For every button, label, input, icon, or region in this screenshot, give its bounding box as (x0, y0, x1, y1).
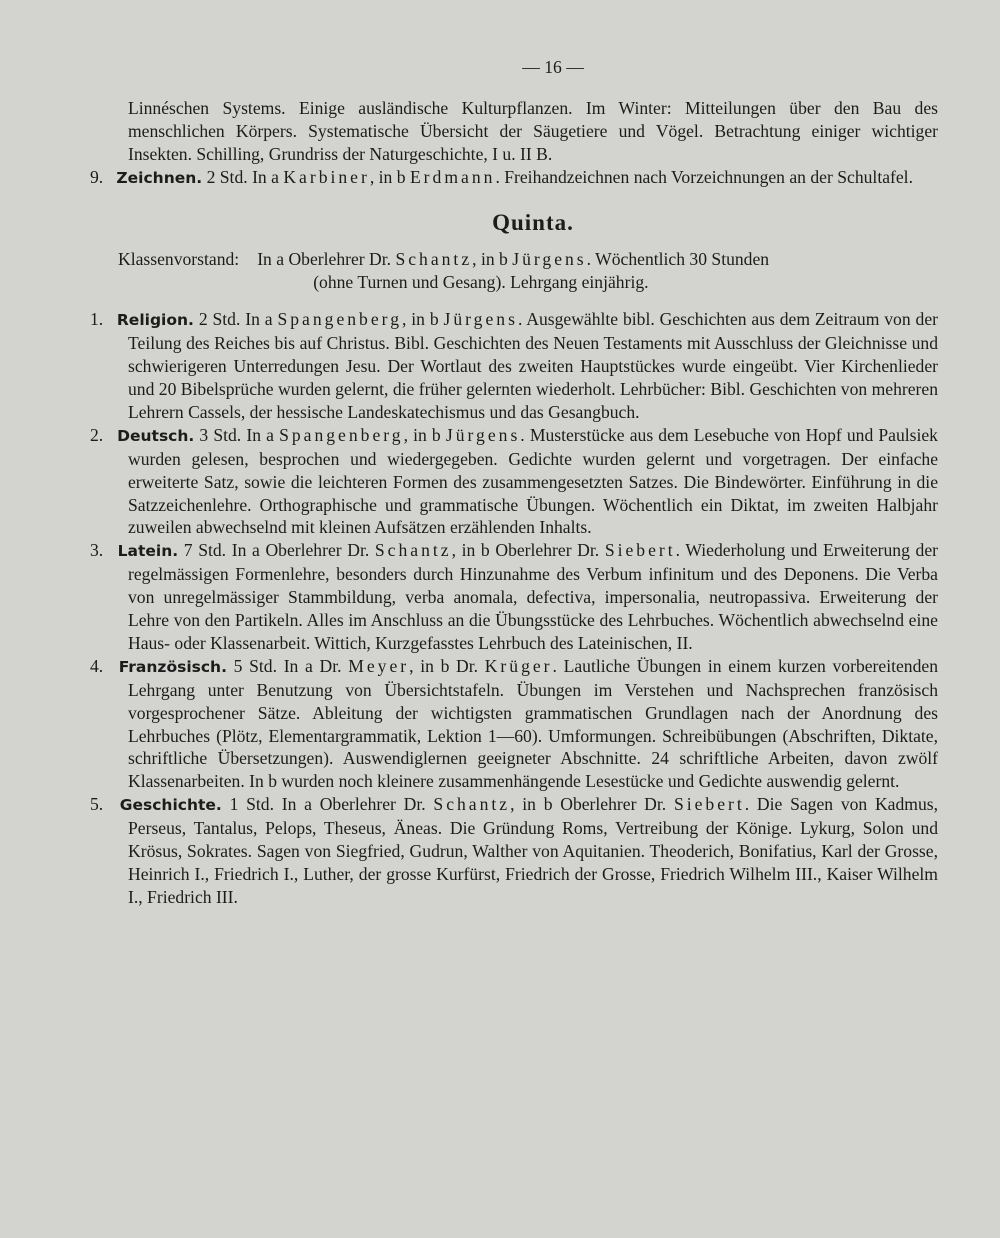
subject-hours: 2 Std. (198, 309, 241, 330)
teacher-prefix: In a Oberlehrer Dr. (231, 540, 375, 561)
class-teacher-prefix: In a Oberlehrer Dr. (257, 249, 396, 270)
teacher-prefix: In a (246, 424, 280, 445)
teacher-mid: , in b (403, 424, 446, 445)
subject-description: . Musterstücke aus dem Lesebuche von Hopf und Paulsiek wurden gelesen, besprochen und wiedergegeben. Gedichte wurden gelernt und vorgetragen. Der einfache erweiterte Satz, sowie die leichteren Formen des zusammengesetzten Satzes. Die Bindewörter. Einführung in die Satzzeichenlehre. Orthographische und grammatische Übungen. Wöchentlich ein Diktat, im zweiten Halbjahr zuweilen abwechselnd mit kleinen Aufsätzen erzählenden Inhalts. (128, 424, 938, 538)
class-teacher-mid: , in b (472, 249, 513, 270)
class-teacher-hours: . Wöchentlich 30 Stunden (586, 249, 770, 270)
teacher-name-b: Jürgens (443, 309, 518, 330)
teacher-prefix: In a (252, 166, 284, 187)
teacher-name-b: Siebert (673, 794, 745, 815)
subject-hours: 2 Std. (206, 166, 248, 187)
subject-heading: Latein. (117, 542, 179, 561)
class-teacher-label: Klassenvorstand: (118, 249, 240, 270)
subject-hours: 1 Std. (229, 794, 274, 815)
teacher-name-a: Meyer (348, 655, 410, 676)
teacher-prefix: In a Oberlehrer Dr. (281, 794, 434, 815)
teacher-name-a: Schantz (374, 540, 452, 561)
subject-heading: Deutsch. (117, 426, 195, 445)
teacher-mid: , in b (402, 309, 444, 330)
teacher-prefix: In a Dr. (283, 655, 349, 676)
subject-entry-latein (90, 539, 938, 655)
subject-entry-religion (90, 308, 938, 424)
class-teacher-text (257, 248, 938, 294)
teacher-name-a: Schantz (433, 794, 511, 815)
teacher-name-b: Jürgens (445, 424, 521, 445)
teacher-mid: , in b Dr. (409, 655, 485, 676)
teacher-mid: , in b (369, 166, 410, 187)
carry-over-paragraph: Linnéschen Systems. Einige ausländische Kulturpflanzen. Im Winter: Mitteilungen über den Bau des menschlichen Körpers. Systematische Übersicht der Säugetiere und Vögel. Betrachtung einiger wichtiger Insekten. Schilling, Grundriss der Naturgeschichte, I u. II B. (128, 97, 938, 164)
teacher-name-b: Siebert (604, 540, 676, 561)
entry-number: 1. (90, 309, 104, 330)
subject-heading: Französisch. (118, 657, 227, 676)
page-number: — 16 — (522, 57, 584, 77)
entry-number: 4. (90, 655, 104, 676)
teacher-prefix: In a (245, 309, 278, 330)
subject-description: . Lautliche Übungen in einem kurzen vorbereitenden Lehrgang unter Benutzung von Übersichtstafeln. Übungen im Verstehen und Nachsprechen französisch vorgesprochener Sätze. Ableitung der wichtigsten grammatischen Grundlagen nach der Anordnung des Lehrbuches (Plötz, Elementargrammatik, Lektion 1—60). Umformungen. Schreibübungen (Abschriften, Diktate, schriftliche Übersetzungen). Auswendiglernen geeigneter Abschnitte. 24 schriftliche Arbeiten, davon zwölf Klassenarbeiten. In b wurden noch kleinere zusammenhängende Lesestücke und Gedichte auswendig gelernt. (128, 655, 939, 792)
teacher-name-b: Krüger (484, 655, 553, 676)
teacher-mid: , in b Oberlehrer Dr. (510, 794, 674, 815)
class-teacher-name-a: Schantz (395, 249, 473, 270)
subject-entry-zeichnen (90, 166, 938, 190)
class-teacher-name-b: Jürgens (512, 249, 587, 270)
class-teacher-note: (ohne Turnen und Gesang). Lehrgang einjährig. (313, 272, 649, 293)
subject-heading: Geschichte. (119, 796, 222, 815)
subject-entry-franzoesisch (90, 655, 938, 793)
section-title: Quinta. (492, 209, 574, 235)
subject-hours: 5 Std. (233, 655, 278, 676)
entry-number: 2. (90, 424, 104, 445)
teacher-name-a: Spangenberg (279, 424, 404, 445)
subject-heading: Religion. (116, 311, 194, 330)
subject-description: . Freihandzeichnen nach Vorzeichnungen an der Schultafel. (495, 166, 913, 187)
entry-number: 9. (90, 166, 104, 187)
subject-heading: Zeichnen. (116, 168, 203, 187)
teacher-name-b: Erdmann (409, 166, 496, 187)
teacher-name-a: Karbiner (283, 166, 370, 187)
subject-entry-geschichte (90, 793, 938, 909)
subject-hours: 7 Std. (183, 540, 227, 561)
entry-number: 3. (90, 540, 104, 561)
teacher-mid: , in b Oberlehrer Dr. (451, 540, 605, 561)
subject-description: . Die Sagen von Kadmus, Perseus, Tantalus, Pelops, Theseus, Äneas. Die Gründung Roms, Vertreibung der Könige. Lykurg, Solon und Krösus, Sokrates. Sagen von Siegfried, Gudrun, Walther von Aquitanien. Theoderich, Bonifatius, Karl der Grosse, Heinrich I., Friedrich I., Luther, der grosse Kurfürst, Friedrich der Grosse, Friedrich Wilhelm III., Kaiser Wilhelm I., Friedrich III. (128, 794, 939, 907)
entry-number: 5. (90, 794, 104, 815)
subject-description: . Ausgewählte bibl. Geschichten aus dem Zeitraum von der Teilung des Reiches bis auf Christus. Bibl. Geschichten des Neuen Testaments mit Ausschluss der Gleichnisse und schwierigeren Unterredungen Jesu. Der Wortlaut des zweiten Hauptstückes wurde eingeübt. Vier Kirchenlieder und 20 Bibelsprüche wurden gelernt, die früher gelernten wiederholt. Lehrbücher: Bibl. Geschichten von mehreren Lehrern Cassels, der hessische Landeskatechismus und das Gesangbuch. (128, 309, 939, 422)
subject-entry-deutsch (90, 424, 938, 540)
subject-hours: 3 Std. (199, 424, 242, 445)
class-teacher-block (118, 248, 938, 294)
teacher-name-a: Spangenberg (277, 309, 402, 330)
subject-description: . Wiederholung und Erweiterung der regelmässigen Formenlehre, besonders durch Hinzunahme des Verbum infinitum und des Deponens. Die Verba von unregelmässiger Stammbildung, verba anomala, defectiva, impersonalia, neutropassiva. Erweiterung der Lehre von den Partikeln. Alles im Anschluss an die Übungsstücke des Lehrbuches. Wöchentlich abwechselnd eine Haus- oder Klassenarbeit. Wittich, Kurzgefasstes Lehrbuch des Lateinischen, II. (128, 540, 938, 653)
